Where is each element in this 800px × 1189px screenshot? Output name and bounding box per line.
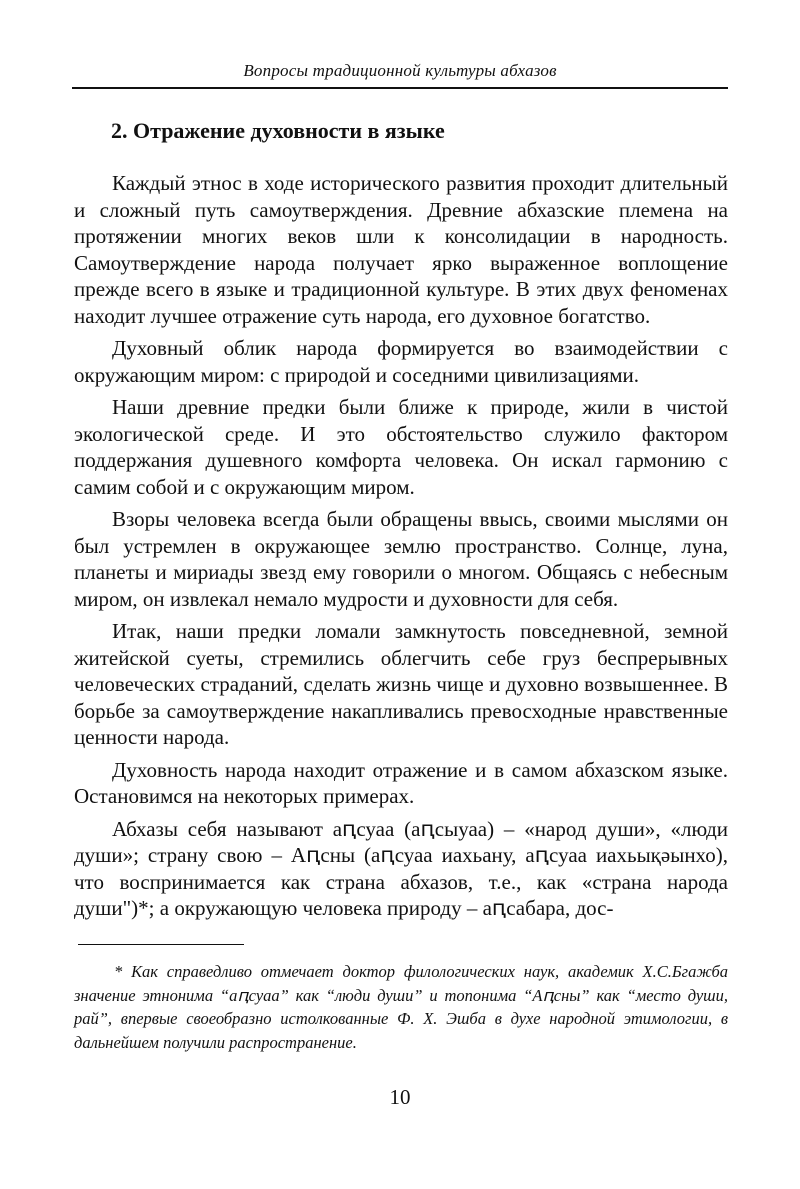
header-rule [72,87,728,89]
body-text [74,170,728,928]
paragraph: Духовный облик народа формируется во взаимодействии с окружающим миром: с природой и соседними цивилизациями. [74,336,728,387]
paragraph: Итак, наши предки ломали замкнутость повседневной, земной житейской суеты, стремились облегчить себе груз беспрерывных человеческих страданий, сделать жизнь чище и духовно возвышеннее. В борьбе за самоутверждение накапливались превосходные нравственные ценности народа. [74,619,728,749]
running-header: Вопросы традиционной культуры абхазов [243,61,557,80]
paragraph: Каждый этнос в ходе исторического развития проходит длительный и сложный путь самоутверждения. Древние абхазские племена на протяжении многих веков шли к консолидации в народность. Самоутверждение народа получает ярко выраженное воплощение прежде всего в языке и традиционной культуре. В этих двух феноменах находит лучшее отражение суть народа, его духовное богатство. [74,171,728,328]
paragraph: Наши древние предки были ближе к природе, жили в чистой экологической среде. И это обстоятельство служило фактором поддержания душевного комфорта человека. Он искал гармонию с самим собой и с окружающим миром. [74,395,728,499]
footnote: * Как справедливо отмечает доктор филологических наук, академик Х.С.Бгажба значение этнонима “аԥсуаа” как “люди души” и топонима “Аԥсны” как “место души, рай”, впервые своеобразно истолкованные Ф. Х. Эшба в духе народной этимологии, в дальнейшем получили распространение. [74,962,728,1052]
section-title: 2. Отражение духовности в языке [111,118,445,143]
page-number: 10 [389,1085,411,1109]
paragraph: Взоры человека всегда были обращены ввысь, своими мыслями он был устремлен в окружающее землю пространство. Солнце, луна, планеты и мириады звезд ему говорили о многом. Общаясь с небесным миром, он извлекал немало мудрости и духовности для себя. [74,507,728,611]
paragraph: Духовность народа находит отражение и в самом абхазском языке. Остановимся на некоторых примерах. [74,757,728,808]
footnote-rule [78,944,244,945]
paragraph: Абхазы себя называют аԥсуаа (аԥсыуаа) – «народ души», «люди души»; страну свою – Аԥсны (аԥсуаа иахьану, аԥсуаа иахьықәынхо), что воспринимается как страна абхазов, т.е., как «страна народа души")*; а окружающую человека природу – аԥсабара, дос- [74,816,728,920]
